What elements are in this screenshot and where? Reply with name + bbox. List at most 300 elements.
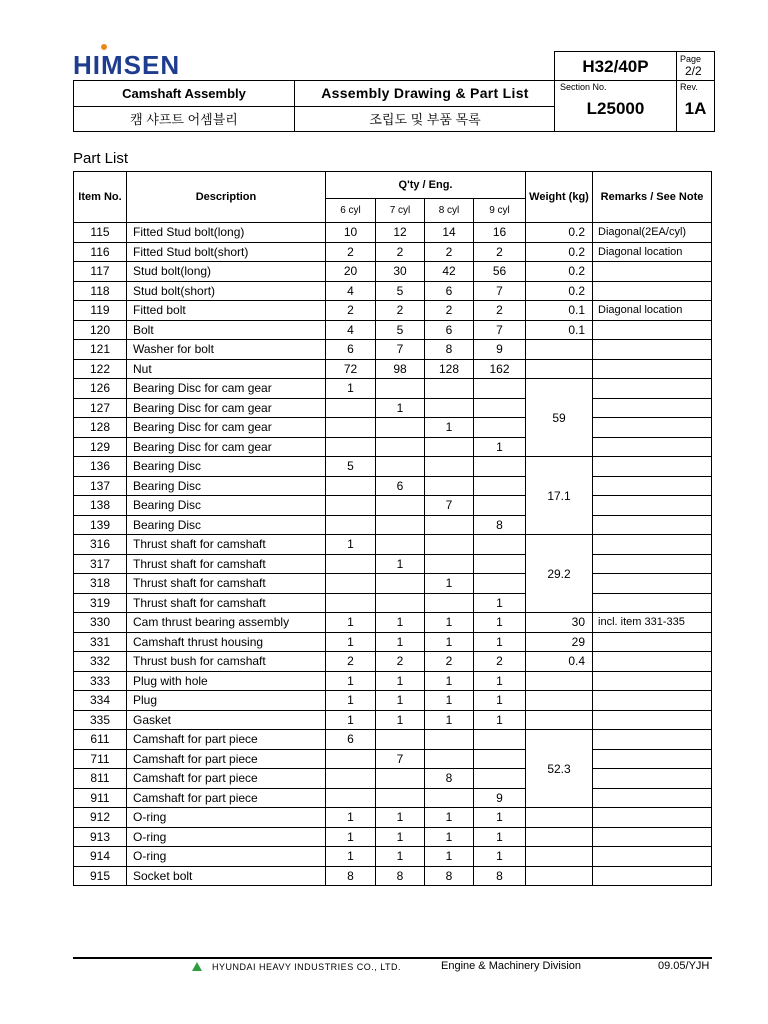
qty-cell bbox=[376, 437, 425, 457]
description-cell: Bearing Disc for cam gear bbox=[127, 398, 326, 418]
qty-cell: 1 bbox=[474, 613, 526, 633]
qty-cell: 7 bbox=[376, 340, 425, 360]
qty-cell: 5 bbox=[376, 320, 425, 340]
footer-date-code: 09.05/YJH bbox=[658, 960, 710, 972]
qty-cell: 2 bbox=[425, 301, 474, 321]
qty-cell bbox=[474, 730, 526, 750]
footer-rule bbox=[73, 957, 712, 959]
qty-cell: 1 bbox=[474, 437, 526, 457]
description-cell: O-ring bbox=[127, 827, 326, 847]
qty-cell bbox=[326, 398, 376, 418]
weight-cell bbox=[526, 808, 593, 828]
col-weight-header: Weight (kg) bbox=[526, 172, 593, 223]
remarks-cell bbox=[593, 535, 712, 555]
remarks-cell bbox=[593, 652, 712, 672]
table-row bbox=[74, 476, 712, 496]
item-no-cell: 611 bbox=[74, 730, 127, 750]
qty-cell: 1 bbox=[326, 379, 376, 399]
qty-cell: 8 bbox=[425, 866, 474, 886]
qty-cell: 1 bbox=[376, 554, 425, 574]
qty-cell: 1 bbox=[425, 808, 474, 828]
remarks-cell: Diagonal(2EA/cyl) bbox=[593, 223, 712, 243]
qty-cell bbox=[425, 535, 474, 555]
weight-cell-merged: 17.1 bbox=[526, 457, 593, 535]
item-no-cell: 331 bbox=[74, 632, 127, 652]
table-row bbox=[74, 730, 712, 750]
qty-cell: 2 bbox=[326, 652, 376, 672]
hyundai-triangle-icon bbox=[192, 962, 202, 971]
himsen-logo bbox=[73, 44, 213, 78]
description-cell: Camshaft thrust housing bbox=[127, 632, 326, 652]
description-cell: Bearing Disc bbox=[127, 476, 326, 496]
qty-cell: 7 bbox=[474, 320, 526, 340]
item-no-cell: 136 bbox=[74, 457, 127, 477]
qty-cell: 1 bbox=[474, 691, 526, 711]
qty-cell: 72 bbox=[326, 359, 376, 379]
qty-cell bbox=[376, 769, 425, 789]
remarks-cell bbox=[593, 398, 712, 418]
qty-cell bbox=[425, 457, 474, 477]
remarks-cell: Diagonal location bbox=[593, 301, 712, 321]
qty-cell: 9 bbox=[474, 340, 526, 360]
table-row bbox=[74, 437, 712, 457]
qty-cell bbox=[425, 788, 474, 808]
table-row bbox=[74, 613, 712, 633]
remarks-cell bbox=[593, 457, 712, 477]
qty-cell: 1 bbox=[326, 808, 376, 828]
description-cell: Bearing Disc bbox=[127, 496, 326, 516]
item-no-cell: 115 bbox=[74, 223, 127, 243]
qty-cell bbox=[376, 535, 425, 555]
qty-cell: 1 bbox=[326, 671, 376, 691]
qty-cell: 7 bbox=[425, 496, 474, 516]
item-no-cell: 711 bbox=[74, 749, 127, 769]
qty-cell: 20 bbox=[326, 262, 376, 282]
table-row bbox=[74, 769, 712, 789]
item-no-cell: 912 bbox=[74, 808, 127, 828]
description-cell: Stud bolt(long) bbox=[127, 262, 326, 282]
qty-cell bbox=[425, 515, 474, 535]
qty-cell: 2 bbox=[425, 242, 474, 262]
weight-cell bbox=[526, 691, 593, 711]
drawing-number: H32/40P bbox=[555, 52, 677, 81]
qty-cell bbox=[326, 593, 376, 613]
description-cell: Bearing Disc for cam gear bbox=[127, 379, 326, 399]
remarks-cell bbox=[593, 379, 712, 399]
page-value: 2/2 bbox=[685, 64, 702, 78]
description-cell: O-ring bbox=[127, 808, 326, 828]
qty-cell: 8 bbox=[326, 866, 376, 886]
table-row bbox=[74, 671, 712, 691]
qty-cell: 1 bbox=[326, 847, 376, 867]
remarks-cell bbox=[593, 691, 712, 711]
section-label: Section No. bbox=[560, 82, 607, 92]
item-no-cell: 330 bbox=[74, 613, 127, 633]
qty-cell bbox=[326, 554, 376, 574]
title-korean: 캠 샤프트 어셈블리 bbox=[74, 107, 295, 132]
qty-cell bbox=[425, 437, 474, 457]
qty-cell bbox=[326, 515, 376, 535]
item-no-cell: 116 bbox=[74, 242, 127, 262]
doc-type-english: Assembly Drawing & Part List bbox=[321, 85, 529, 101]
qty-cell: 7 bbox=[474, 281, 526, 301]
remarks-cell bbox=[593, 769, 712, 789]
qty-cell bbox=[474, 496, 526, 516]
qty-cell: 6 bbox=[425, 320, 474, 340]
description-cell: Socket bolt bbox=[127, 866, 326, 886]
item-no-cell: 118 bbox=[74, 281, 127, 301]
qty-cell bbox=[425, 476, 474, 496]
col-item-header: Item No. bbox=[74, 172, 127, 223]
qty-cell: 1 bbox=[425, 671, 474, 691]
remarks-cell bbox=[593, 574, 712, 594]
remarks-cell bbox=[593, 827, 712, 847]
qty-cell bbox=[474, 574, 526, 594]
table-row bbox=[74, 398, 712, 418]
qty-cell: 1 bbox=[376, 671, 425, 691]
weight-cell-merged: 52.3 bbox=[526, 730, 593, 808]
qty-cell: 1 bbox=[474, 827, 526, 847]
table-row bbox=[74, 632, 712, 652]
qty-cell bbox=[425, 398, 474, 418]
weight-cell bbox=[526, 340, 593, 360]
qty-cell: 8 bbox=[474, 515, 526, 535]
table-row bbox=[74, 496, 712, 516]
weight-cell: 0.4 bbox=[526, 652, 593, 672]
description-cell: Camshaft for part piece bbox=[127, 788, 326, 808]
weight-cell-merged: 29.2 bbox=[526, 535, 593, 613]
remarks-cell bbox=[593, 749, 712, 769]
page-label: Page bbox=[680, 54, 702, 64]
table-row bbox=[74, 340, 712, 360]
description-cell: Camshaft for part piece bbox=[127, 749, 326, 769]
description-cell: Camshaft for part piece bbox=[127, 730, 326, 750]
col-9cyl-header: 9 cyl bbox=[474, 199, 526, 223]
doc-type-korean: 조립도 및 부품 목록 bbox=[369, 112, 481, 127]
qty-cell: 9 bbox=[474, 788, 526, 808]
qty-cell: 1 bbox=[474, 593, 526, 613]
description-cell: Bearing Disc for cam gear bbox=[127, 418, 326, 438]
qty-cell bbox=[474, 418, 526, 438]
qty-cell bbox=[376, 496, 425, 516]
weight-cell bbox=[526, 827, 593, 847]
description-cell: Stud bolt(short) bbox=[127, 281, 326, 301]
description-cell: Thrust shaft for camshaft bbox=[127, 535, 326, 555]
qty-cell: 1 bbox=[474, 671, 526, 691]
qty-cell: 1 bbox=[376, 710, 425, 730]
remarks-cell bbox=[593, 730, 712, 750]
qty-cell bbox=[376, 593, 425, 613]
table-row bbox=[74, 418, 712, 438]
qty-cell bbox=[474, 554, 526, 574]
qty-cell: 8 bbox=[474, 866, 526, 886]
qty-cell bbox=[425, 730, 474, 750]
revision-value: 1A bbox=[684, 99, 707, 118]
qty-cell: 16 bbox=[474, 223, 526, 243]
remarks-cell bbox=[593, 847, 712, 867]
remarks-cell bbox=[593, 281, 712, 301]
item-no-cell: 913 bbox=[74, 827, 127, 847]
qty-cell: 56 bbox=[474, 262, 526, 282]
qty-cell: 8 bbox=[425, 769, 474, 789]
qty-cell: 30 bbox=[376, 262, 425, 282]
qty-cell: 6 bbox=[376, 476, 425, 496]
table-row bbox=[74, 301, 712, 321]
description-cell: Bearing Disc bbox=[127, 515, 326, 535]
weight-cell: 0.1 bbox=[526, 301, 593, 321]
qty-cell: 12 bbox=[376, 223, 425, 243]
table-row bbox=[74, 554, 712, 574]
qty-cell: 1 bbox=[326, 632, 376, 652]
item-no-cell: 318 bbox=[74, 574, 127, 594]
weight-cell bbox=[526, 866, 593, 886]
table-row bbox=[74, 691, 712, 711]
qty-cell: 6 bbox=[326, 340, 376, 360]
table-row bbox=[74, 223, 712, 243]
item-no-cell: 811 bbox=[74, 769, 127, 789]
qty-cell bbox=[326, 574, 376, 594]
description-cell: Thrust shaft for camshaft bbox=[127, 593, 326, 613]
qty-cell bbox=[326, 418, 376, 438]
weight-cell bbox=[526, 847, 593, 867]
item-no-cell: 121 bbox=[74, 340, 127, 360]
item-no-cell: 317 bbox=[74, 554, 127, 574]
col-qty-header: Q'ty / Eng. bbox=[326, 172, 526, 199]
qty-cell bbox=[326, 437, 376, 457]
qty-cell: 1 bbox=[376, 632, 425, 652]
qty-cell: 14 bbox=[425, 223, 474, 243]
col-7cyl-header: 7 cyl bbox=[376, 199, 425, 223]
remarks-cell bbox=[593, 359, 712, 379]
description-cell: Camshaft for part piece bbox=[127, 769, 326, 789]
remarks-cell bbox=[593, 320, 712, 340]
qty-cell: 1 bbox=[425, 632, 474, 652]
item-no-cell: 316 bbox=[74, 535, 127, 555]
logo-text: HIMSEN bbox=[73, 50, 181, 80]
qty-cell bbox=[474, 379, 526, 399]
qty-cell: 1 bbox=[425, 847, 474, 867]
remarks-cell bbox=[593, 340, 712, 360]
weight-cell bbox=[526, 359, 593, 379]
qty-cell: 1 bbox=[376, 691, 425, 711]
page-cell bbox=[677, 52, 714, 81]
item-no-cell: 914 bbox=[74, 847, 127, 867]
qty-cell bbox=[425, 749, 474, 769]
item-no-cell: 334 bbox=[74, 691, 127, 711]
weight-cell: 30 bbox=[526, 613, 593, 633]
qty-cell bbox=[376, 574, 425, 594]
table-row bbox=[74, 379, 712, 399]
qty-cell: 2 bbox=[376, 242, 425, 262]
item-no-cell: 915 bbox=[74, 866, 127, 886]
qty-cell: 1 bbox=[425, 710, 474, 730]
qty-cell bbox=[474, 457, 526, 477]
item-no-cell: 126 bbox=[74, 379, 127, 399]
remarks-cell bbox=[593, 554, 712, 574]
description-cell: O-ring bbox=[127, 847, 326, 867]
item-no-cell: 128 bbox=[74, 418, 127, 438]
remarks-cell bbox=[593, 593, 712, 613]
col-8cyl-header: 8 cyl bbox=[425, 199, 474, 223]
qty-cell: 2 bbox=[326, 242, 376, 262]
section-value: L25000 bbox=[586, 99, 645, 118]
remarks-cell bbox=[593, 808, 712, 828]
qty-cell bbox=[376, 788, 425, 808]
table-row bbox=[74, 320, 712, 340]
weight-cell: 0.2 bbox=[526, 262, 593, 282]
qty-cell: 1 bbox=[376, 613, 425, 633]
description-cell: Nut bbox=[127, 359, 326, 379]
table-row bbox=[74, 866, 712, 886]
table-row bbox=[74, 242, 712, 262]
qty-cell: 1 bbox=[326, 710, 376, 730]
qty-cell: 98 bbox=[376, 359, 425, 379]
description-cell: Thrust shaft for camshaft bbox=[127, 574, 326, 594]
qty-cell: 2 bbox=[474, 652, 526, 672]
item-no-cell: 332 bbox=[74, 652, 127, 672]
qty-cell: 2 bbox=[474, 242, 526, 262]
qty-cell: 42 bbox=[425, 262, 474, 282]
weight-cell: 0.2 bbox=[526, 223, 593, 243]
table-row bbox=[74, 847, 712, 867]
table-row bbox=[74, 515, 712, 535]
remarks-cell bbox=[593, 866, 712, 886]
table-row bbox=[74, 808, 712, 828]
item-no-cell: 122 bbox=[74, 359, 127, 379]
qty-cell: 1 bbox=[425, 574, 474, 594]
table-row bbox=[74, 827, 712, 847]
qty-cell bbox=[326, 749, 376, 769]
table-row bbox=[74, 652, 712, 672]
description-cell: Bearing Disc bbox=[127, 457, 326, 477]
qty-cell bbox=[474, 749, 526, 769]
qty-cell bbox=[326, 476, 376, 496]
parts-table-body bbox=[74, 223, 712, 886]
item-no-cell: 137 bbox=[74, 476, 127, 496]
qty-cell bbox=[425, 554, 474, 574]
col-6cyl-header: 6 cyl bbox=[326, 199, 376, 223]
qty-cell: 2 bbox=[376, 301, 425, 321]
qty-cell: 8 bbox=[425, 340, 474, 360]
item-no-cell: 911 bbox=[74, 788, 127, 808]
section-cell bbox=[555, 81, 677, 131]
weight-cell: 0.1 bbox=[526, 320, 593, 340]
qty-cell bbox=[326, 788, 376, 808]
qty-cell: 1 bbox=[425, 827, 474, 847]
footer-division: Engine & Machinery Division bbox=[441, 960, 582, 972]
qty-cell bbox=[425, 593, 474, 613]
drawing-info-block bbox=[554, 51, 715, 132]
qty-cell bbox=[376, 457, 425, 477]
qty-cell: 1 bbox=[376, 827, 425, 847]
item-no-cell: 138 bbox=[74, 496, 127, 516]
qty-cell: 1 bbox=[425, 418, 474, 438]
table-row bbox=[74, 749, 712, 769]
item-no-cell: 319 bbox=[74, 593, 127, 613]
parts-table bbox=[73, 171, 712, 886]
weight-cell: 29 bbox=[526, 632, 593, 652]
table-row bbox=[74, 593, 712, 613]
qty-cell bbox=[474, 535, 526, 555]
weight-cell: 0.2 bbox=[526, 242, 593, 262]
description-cell: Washer for bolt bbox=[127, 340, 326, 360]
revision-label: Rev. bbox=[680, 82, 698, 92]
qty-cell bbox=[326, 769, 376, 789]
table-row bbox=[74, 359, 712, 379]
qty-cell: 162 bbox=[474, 359, 526, 379]
qty-cell: 1 bbox=[326, 535, 376, 555]
item-no-cell: 127 bbox=[74, 398, 127, 418]
qty-cell: 7 bbox=[376, 749, 425, 769]
description-cell: Fitted bolt bbox=[127, 301, 326, 321]
item-no-cell: 120 bbox=[74, 320, 127, 340]
description-cell: Bolt bbox=[127, 320, 326, 340]
table-row bbox=[74, 535, 712, 555]
description-cell: Thrust bush for camshaft bbox=[127, 652, 326, 672]
qty-cell bbox=[474, 476, 526, 496]
qty-cell: 8 bbox=[376, 866, 425, 886]
qty-cell: 6 bbox=[425, 281, 474, 301]
description-cell: Cam thrust bearing assembly bbox=[127, 613, 326, 633]
part-list-title: Part List bbox=[73, 150, 129, 167]
description-cell: Thrust shaft for camshaft bbox=[127, 554, 326, 574]
remarks-cell bbox=[593, 418, 712, 438]
qty-cell bbox=[376, 515, 425, 535]
description-cell: Plug with hole bbox=[127, 671, 326, 691]
qty-cell: 2 bbox=[326, 301, 376, 321]
qty-cell bbox=[474, 398, 526, 418]
weight-cell: 0.2 bbox=[526, 281, 593, 301]
remarks-cell bbox=[593, 632, 712, 652]
table-row bbox=[74, 710, 712, 730]
description-cell: Fitted Stud bolt(long) bbox=[127, 223, 326, 243]
remarks-cell bbox=[593, 496, 712, 516]
qty-cell: 4 bbox=[326, 281, 376, 301]
qty-cell: 4 bbox=[326, 320, 376, 340]
item-no-cell: 117 bbox=[74, 262, 127, 282]
qty-cell: 10 bbox=[326, 223, 376, 243]
qty-cell: 2 bbox=[425, 652, 474, 672]
qty-cell bbox=[425, 379, 474, 399]
remarks-cell bbox=[593, 515, 712, 535]
title-block bbox=[73, 80, 555, 132]
title-english: Camshaft Assembly bbox=[74, 81, 295, 106]
item-no-cell: 335 bbox=[74, 710, 127, 730]
remarks-cell bbox=[593, 437, 712, 457]
col-description-header: Description bbox=[127, 172, 326, 223]
item-no-cell: 119 bbox=[74, 301, 127, 321]
qty-cell: 1 bbox=[425, 691, 474, 711]
table-row bbox=[74, 574, 712, 594]
qty-cell: 1 bbox=[474, 710, 526, 730]
qty-cell: 1 bbox=[425, 613, 474, 633]
qty-cell bbox=[376, 730, 425, 750]
qty-cell bbox=[326, 496, 376, 516]
qty-cell: 1 bbox=[326, 691, 376, 711]
col-remarks-header: Remarks / See Note bbox=[593, 172, 712, 223]
qty-cell: 6 bbox=[326, 730, 376, 750]
qty-cell: 2 bbox=[376, 652, 425, 672]
description-cell: Bearing Disc for cam gear bbox=[127, 437, 326, 457]
remarks-cell: Diagonal location bbox=[593, 242, 712, 262]
table-row bbox=[74, 281, 712, 301]
remarks-cell bbox=[593, 671, 712, 691]
qty-cell bbox=[376, 418, 425, 438]
qty-cell: 5 bbox=[376, 281, 425, 301]
weight-cell bbox=[526, 710, 593, 730]
qty-cell: 1 bbox=[474, 847, 526, 867]
description-cell: Plug bbox=[127, 691, 326, 711]
